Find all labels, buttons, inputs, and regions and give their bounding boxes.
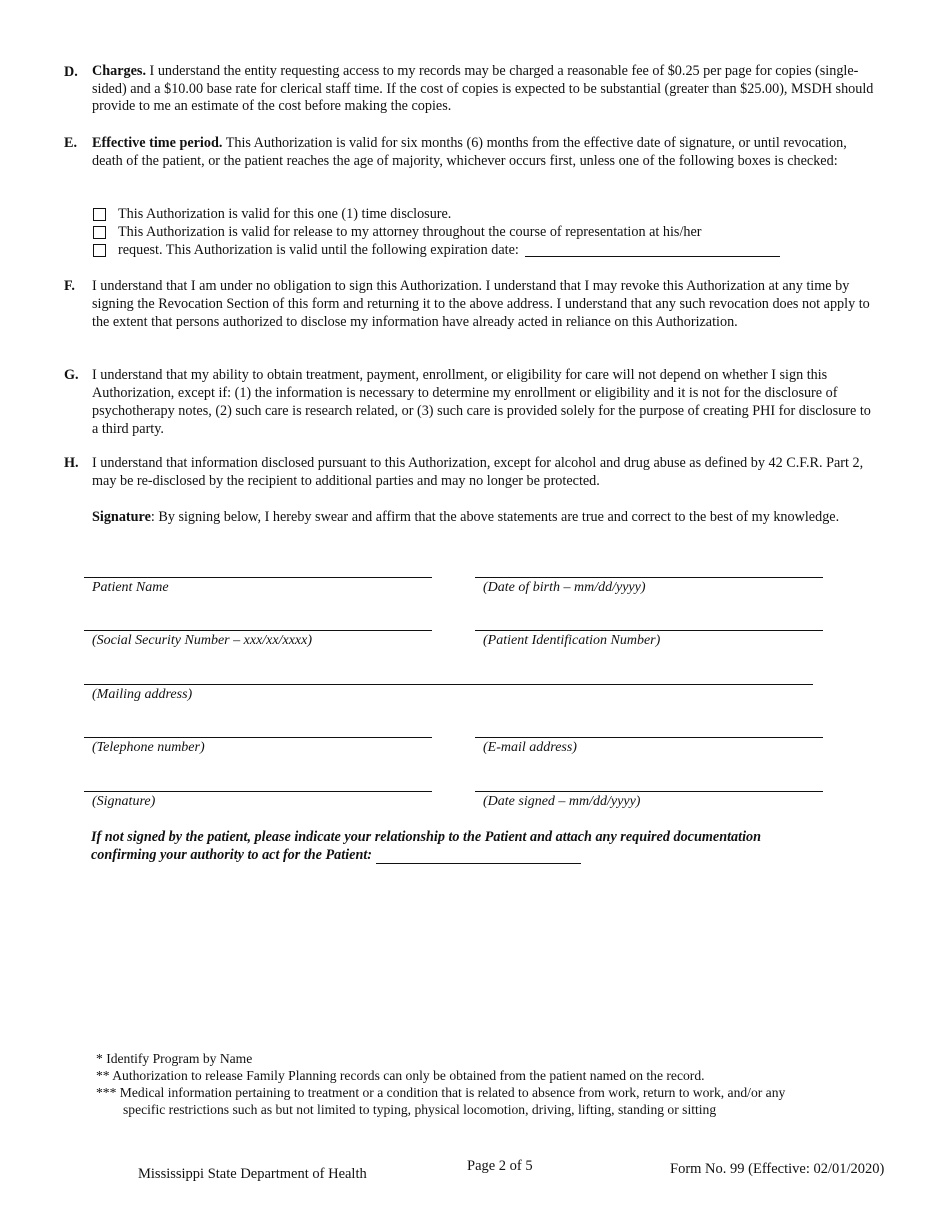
field-label: (Telephone number) (92, 740, 205, 755)
signature-statement-text: : By signing below, I hereby swear and affirm that the above statements are true and correct to the best of my knowledge. (150, 509, 840, 525)
section-letter: G. (64, 367, 79, 383)
option-label: This Authorization is valid for this one (1) time disclosure. (118, 206, 452, 222)
signature-heading: Signature (92, 509, 151, 525)
footnote: * Identify Program by Name (96, 1051, 253, 1066)
section-text: This Authorization is valid for six months (6) months from the effective date of signature, or until revocation, death of the patient, or the patient reaches the age of majority, whichever occurs first, unless one of the following boxes is checked: (92, 135, 847, 169)
field-label: (Mailing address) (92, 687, 193, 702)
relationship-text: If not signed by the patient, please indicate your relationship to the Patient and attach any required documentation confirming your authority to act for the Patient: (91, 829, 761, 863)
field-label: (Patient Identification Number) (483, 633, 661, 648)
option-attorney (93, 223, 702, 241)
email-field[interactable] (475, 737, 823, 757)
date-signed-field[interactable] (475, 791, 823, 811)
expiration-date-field[interactable] (525, 243, 780, 257)
section-e-body (92, 134, 874, 170)
one-time-checkbox[interactable] (93, 208, 106, 221)
attorney-checkbox[interactable] (93, 226, 106, 239)
option-expiration (93, 241, 780, 259)
field-label: (Date of birth – mm/dd/yyyy) (483, 580, 646, 595)
footnote: *** Medical information pertaining to treatment or a condition that is related to absence from work, return to work, and/or any (96, 1085, 786, 1100)
section-f (64, 277, 874, 331)
form-number: Form No. 99 (Effective: 02/01/2020) (670, 1161, 885, 1177)
footnotes (96, 1050, 876, 1118)
field-label: (E-mail address) (483, 740, 577, 755)
section-h (64, 454, 874, 490)
section-d-body (92, 63, 874, 116)
footnote-continuation: specific restrictions such as but not limited to typing, physical locomotion, driving, lifting, standing or sitting (123, 1102, 717, 1117)
option-label: request. This Authorization is valid until the following expiration date: (118, 242, 519, 258)
field-label: (Signature) (92, 794, 156, 809)
ssn-field[interactable] (84, 630, 432, 650)
footnote: ** Authorization to release Family Planning records can only be obtained from the patient named on the record. (96, 1068, 705, 1083)
section-g (64, 366, 874, 438)
date-of-birth-field[interactable] (475, 577, 823, 597)
footer-organization: Mississippi State Department of Health (138, 1166, 367, 1182)
section-letter: F. (64, 278, 75, 294)
section-text: I understand that I am under no obligation to sign this Authorization. I understand that I may revoke this Authorization at any time by signing the Revocation Section of this form and returning it to the above address. I understand that any such revocation does not apply to the extent that persons authorized to disclose my information have already acted in reliance on this Authorization. (92, 278, 870, 330)
section-heading: Effective time period. (92, 135, 223, 151)
option-label: This Authorization is valid for release to my attorney throughout the course of representation at his/her (118, 224, 702, 240)
section-e (64, 134, 874, 170)
field-label: (Date signed – mm/dd/yyyy) (483, 794, 641, 809)
section-d (64, 63, 874, 116)
section-letter: D. (64, 64, 78, 80)
patient-name-field[interactable] (84, 577, 432, 597)
relationship-field[interactable] (376, 850, 581, 864)
patient-id-field[interactable] (475, 630, 823, 650)
section-text: I understand that information disclosed pursuant to this Authorization, except for alcohol and drug abuse as defined by 42 C.F.R. Part 2, may be re-disclosed by the recipient to additional parties and may no longer be protected. (92, 455, 864, 489)
option-one-time (93, 205, 451, 223)
signature-statement (64, 508, 874, 526)
mailing-address-field[interactable] (84, 684, 813, 704)
section-heading: Charges. (92, 63, 146, 79)
signature-field[interactable] (84, 791, 432, 811)
section-letter: E. (64, 135, 78, 151)
section-text: I understand that my ability to obtain treatment, payment, enrollment, or eligibility for care will not depend on whether I sign this Authorization, except if: (1) the information is necessary to determine my enrollment or eligibility and it is not for the disclosure of psychotherapy notes, (2) such care is research related, or (3) such care is provided solely for the purpose of creating PHI for disclosure to a third party. (92, 367, 871, 437)
section-letter: H. (64, 455, 79, 471)
telephone-field[interactable] (84, 737, 432, 757)
field-label: (Social Security Number – xxx/xx/xxxx) (92, 633, 313, 648)
page-number: Page 2 of 5 (467, 1158, 533, 1174)
expiration-checkbox[interactable] (93, 244, 106, 257)
section-text: I understand the entity requesting access to my records may be charged a reasonable fee of $0.25 per page for copies (single-sided) and a $10.00 base rate for clerical staff time. If the cost of copies is expected to be substantial (greater than $25.00), MSDH should provide to me an estimate of the cost before making the copies. (92, 63, 874, 114)
relationship-note (91, 828, 811, 864)
field-label: Patient Name (92, 580, 169, 595)
